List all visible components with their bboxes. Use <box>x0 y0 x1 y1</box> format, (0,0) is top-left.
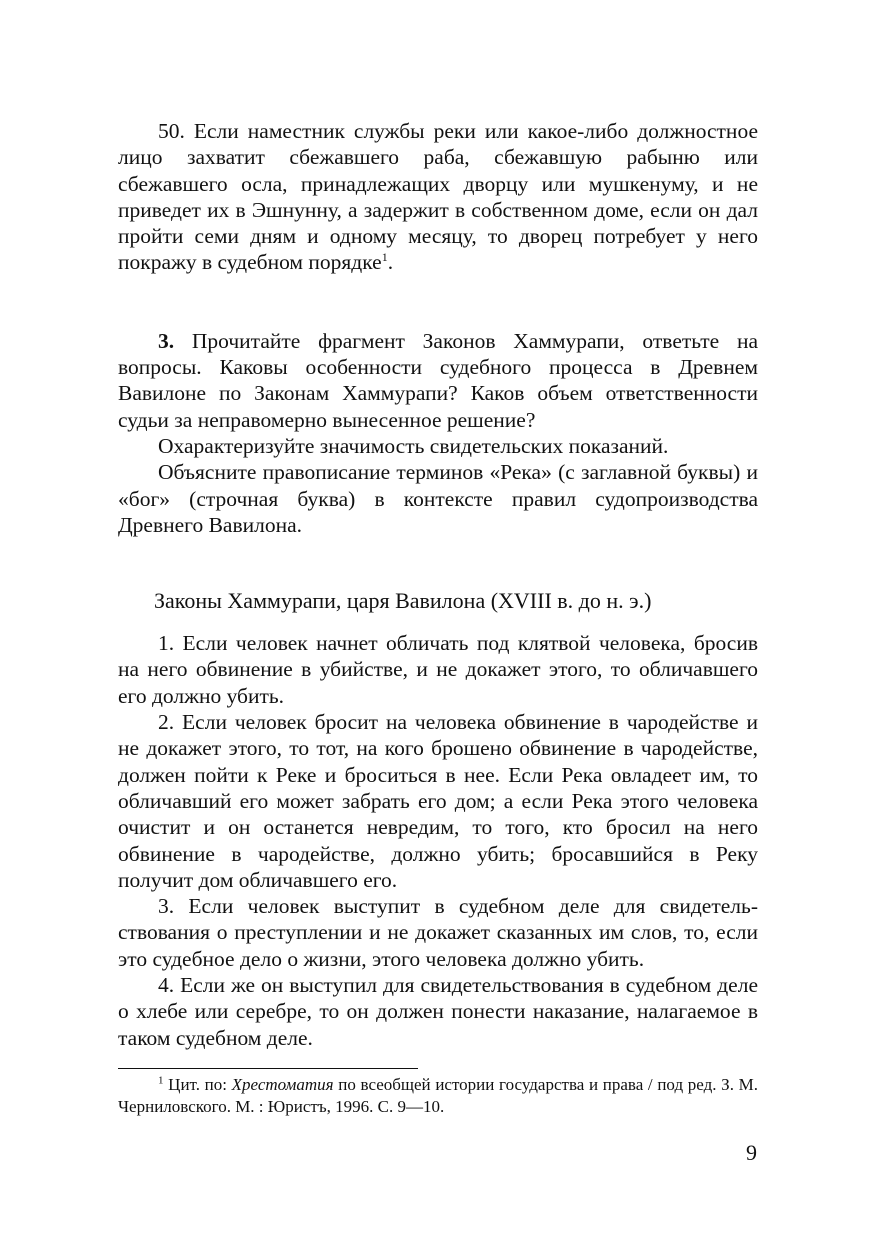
article-50-end: . <box>387 250 394 275</box>
footnote-reference: 1 <box>381 250 388 265</box>
footnote-prefix: Цит. по: <box>163 1075 232 1094</box>
task-3-paragraph-2: Охарактеризуйте значимость свидетельских показаний. <box>158 433 669 458</box>
footnote-italic-title: Хрестоматия <box>231 1075 334 1094</box>
task-3-text: Прочитайте фрагмент Законов Хаммурапи, ответьте на вопросы. Каковы особенности судебного процесса в Древнем Вавилоне по Законам Хаммурапи? Каков объем ответственности судьи за неправомерно вынесенное решение? <box>118 328 758 432</box>
task-3-number: 3. <box>158 328 175 353</box>
page-number: 9 <box>746 1140 757 1165</box>
task-3-paragraph-3: Объясните правописание терминов «Река» (с заглавной буквы) и «бог» (строчная буква) в контексте правил судопроизводства Древнего Вавилона. <box>118 460 758 537</box>
law-item-4: 4. Если же он выступил для свидетельствования в судебном деле о хлебе или серебре, то он должен понести наказание, налагаемое в таком судебном деле. <box>118 973 758 1050</box>
task-3-paragraph <box>118 328 758 433</box>
law-item-3: 3. Если человек выступит в судебном деле для свидетельствования о преступлении и не докажет сказанных им слов, то, если это судебное дело о жизни, этого человека должно убить. <box>118 894 758 971</box>
law-item-1: 1. Если человек начнет обличать под клятвой человека, бросив на него обвинение в убийстве, и не докажет этого, то обличавшего его должно убить. <box>118 631 758 708</box>
footnote-divider <box>118 1068 418 1069</box>
footnote <box>118 1074 758 1118</box>
footnote-marker: 1 <box>158 1074 164 1087</box>
article-50-paragraph <box>118 118 758 276</box>
law-item-2: 2. Если человек бросит на человека обвинение в чародействе и не докажет этого, то тот, на кого брошено обвинение в чародействе, должен пойти к Реке и броситься в нее. Если Река овладеет им, то обличавший его может забрать его дом; а если Река этого человека очистит и он останется невредим, то того, кто бросил на него обвинение в чародействе, должно убить; бросавшийся в Реку получит дом обличавшего его. <box>118 710 758 892</box>
laws-title: Законы Хаммурапи, царя Вавилона (XVIII в. до н. э.) <box>154 588 652 614</box>
footnote-rest: по всеобщей истории государства и права / под ред. З. М. Черниловского. М. : Юристъ, 1996. С. 9—10. <box>118 1075 758 1116</box>
spacer <box>118 276 758 328</box>
spacer <box>118 538 758 588</box>
article-50-text: 50. Если наместник службы реки или какое-либо должностное лицо захватит сбежавшего раба, сбежавшую рабыню или сбежавшего осла, принадлежащих дворцу или мушкенуму, и не приведет их в Эшнунну, а задержит в собственном доме, если он дал пройти семи дням и одному месяцу, то дворец потребует у него покражу в судебном порядке <box>118 119 758 275</box>
page-body <box>118 118 758 1051</box>
